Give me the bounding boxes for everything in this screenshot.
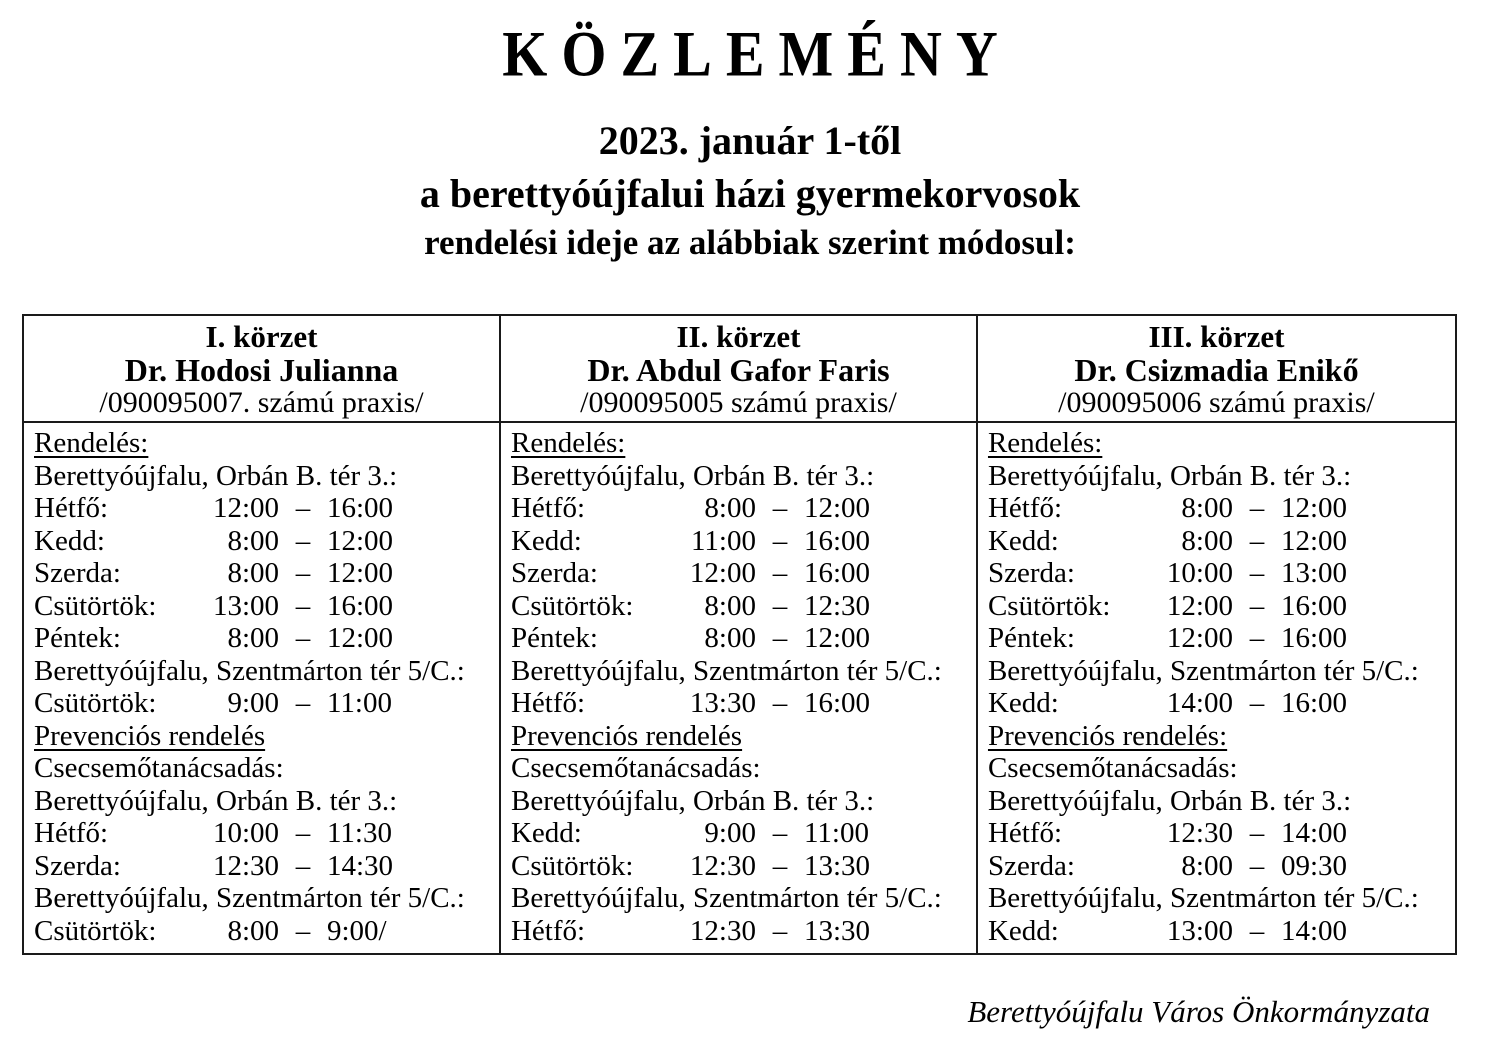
end-time: 12:00 (1280, 492, 1348, 524)
start-time: 9:00 (227, 687, 279, 719)
day-label: Csütörtök: (34, 687, 157, 719)
day-label: Csütörtök: (34, 914, 157, 947)
location-line: Berettyóújfalu, Orbán B. tér 3.: (987, 459, 1352, 492)
schedule-row (988, 687, 1449, 720)
time-range-dash: – (772, 914, 788, 947)
schedule-row (511, 915, 970, 948)
end-time: 16:00 (1280, 589, 1348, 622)
schedule-row (988, 850, 1449, 883)
section-heading-text: Rendelés: (34, 427, 149, 459)
schedule-row (34, 622, 493, 655)
time-range-dash: – (295, 849, 311, 882)
day-label: Szerda: (987, 849, 1075, 882)
time-range-dash: – (295, 492, 311, 524)
end-time: 16:00 (1280, 622, 1348, 654)
schedule-row (988, 557, 1449, 590)
section-heading (34, 427, 493, 460)
time-range-dash: – (295, 557, 311, 589)
time-range-dash: – (772, 524, 788, 557)
district-name: I. körzet (205, 319, 318, 354)
end-time: 13:30 (803, 849, 871, 882)
location-line: Berettyóújfalu, Orbán B. tér 3.: (510, 459, 875, 492)
section-heading (511, 427, 970, 460)
schedule-row (34, 850, 493, 883)
time-range-dash: – (772, 492, 788, 524)
day-label: Szerda: (987, 557, 1075, 589)
day-label: Kedd: (510, 524, 582, 557)
time-range-dash: – (1249, 492, 1265, 524)
section-heading-text: Prevenciós rendelés (510, 719, 743, 752)
day-label: Hétfő: (34, 492, 109, 524)
section-heading-text: Rendelés: (510, 427, 626, 459)
schedule-row (988, 525, 1449, 558)
day-label: Kedd: (987, 687, 1059, 719)
day-label: Kedd: (987, 914, 1059, 947)
day-label: Csütörtök: (987, 589, 1111, 622)
end-time: 16:00 (1280, 687, 1348, 719)
start-time: 8:00 (227, 524, 279, 557)
praxis-number: /090095005 számú praxis/ (580, 386, 897, 419)
location-line: Berettyóújfalu, Szentmárton tér 5/C.: (34, 654, 465, 687)
location-line: Berettyóújfalu, Szentmárton tér 5/C.: (510, 654, 942, 687)
start-time: 12:00 (1166, 622, 1233, 654)
end-time: 12:00 (803, 622, 871, 654)
schedule-row (988, 817, 1449, 850)
schedule-row (34, 817, 493, 850)
schedule-row (988, 492, 1449, 525)
column-header (24, 316, 501, 421)
column-schedule (24, 423, 501, 953)
day-label: Hétfő: (510, 914, 586, 947)
day-label: Péntek: (987, 622, 1075, 654)
table-header-row (24, 316, 1455, 423)
location-line: Berettyóújfalu, Szentmárton tér 5/C.: (510, 882, 942, 914)
schedule-row (34, 590, 493, 623)
end-time: 14:00 (1280, 914, 1348, 947)
schedule-row (511, 525, 970, 558)
end-time: 16:00 (803, 524, 871, 557)
start-time: 12:00 (689, 557, 756, 589)
section-heading (511, 720, 970, 753)
day-label: Kedd: (34, 524, 105, 557)
start-time: 12:30 (689, 914, 756, 947)
start-time: 8:00 (227, 557, 279, 589)
start-time: 11:00 (691, 524, 756, 557)
day-label: Szerda: (34, 557, 121, 589)
time-range-dash: – (772, 557, 788, 589)
schedule-row (511, 687, 970, 720)
column-header (501, 316, 978, 421)
time-range-dash: – (295, 622, 311, 654)
start-time: 8:00 (1181, 524, 1233, 557)
day-label: Csütörtök: (510, 849, 634, 882)
time-range-dash: – (772, 687, 788, 719)
end-time: 12:00 (327, 622, 394, 654)
location-line: Berettyóújfalu, Orbán B. tér 3.: (510, 784, 875, 817)
start-time: 8:00 (1181, 849, 1233, 882)
schedule-row (511, 622, 970, 655)
time-range-dash: – (1249, 557, 1265, 589)
time-range-dash: – (295, 914, 311, 947)
time-range-dash: – (295, 524, 311, 557)
column-header (978, 316, 1455, 421)
schedule-row (34, 915, 493, 948)
time-range-dash: – (772, 817, 788, 849)
schedule-row (34, 525, 493, 558)
end-time: 12:00 (803, 492, 871, 524)
time-range-dash: – (772, 589, 788, 622)
time-range-dash: – (1249, 817, 1265, 849)
start-time: 14:00 (1166, 687, 1233, 719)
section-heading-text: Rendelés: (987, 427, 1103, 459)
end-time: 09:30 (1280, 849, 1348, 882)
section-heading (988, 720, 1449, 753)
time-range-dash: – (772, 622, 788, 654)
location-line: Berettyóújfalu, Orbán B. tér 3.: (987, 784, 1352, 817)
start-time: 8:00 (227, 622, 279, 654)
end-time: 14:00 (1280, 817, 1348, 849)
day-label: Hétfő: (987, 492, 1063, 524)
start-time: 13:30 (689, 687, 756, 719)
start-time: 13:00 (212, 589, 279, 622)
location-line: Csecsemőtanácsadás: (510, 752, 761, 784)
time-range-dash: – (772, 849, 788, 882)
schedule-row (988, 590, 1449, 623)
end-time: 13:30 (803, 914, 871, 947)
time-range-dash: – (1249, 914, 1265, 947)
start-time: 13:00 (1166, 914, 1233, 947)
end-time: 16:00 (803, 557, 871, 589)
start-time: 8:00 (227, 914, 279, 947)
location-line: Csecsemőtanácsadás: (987, 752, 1238, 784)
start-time: 8:00 (704, 589, 756, 622)
start-time: 8:00 (704, 622, 756, 654)
start-time: 12:30 (1166, 817, 1233, 849)
schedule-row (34, 557, 493, 590)
subtitle-line-date: 2023. január 1-től (598, 118, 902, 163)
footer-signature: Berettyóújfalu Város Önkormányzata (967, 994, 1430, 1029)
doctor-name: Dr. Abdul Gafor Faris (587, 352, 890, 388)
day-label: Hétfő: (34, 817, 109, 849)
time-range-dash: – (1249, 687, 1265, 719)
day-label: Csütörtök: (34, 589, 157, 622)
schedule-row (511, 590, 970, 623)
praxis-number: /090095006 számú praxis/ (1058, 386, 1375, 419)
start-time: 12:30 (689, 849, 756, 882)
end-time: 12:00 (327, 524, 394, 557)
start-time: 8:00 (1181, 492, 1233, 524)
end-time: 12:30 (803, 589, 871, 622)
end-time: 16:00 (327, 589, 394, 622)
day-label: Péntek: (510, 622, 598, 654)
section-heading (34, 720, 493, 753)
column-schedule (978, 423, 1455, 953)
start-time: 8:00 (704, 492, 756, 524)
end-time: 11:00 (327, 687, 392, 719)
day-label: Csütörtök: (510, 589, 634, 622)
schedule-row (511, 850, 970, 883)
day-label: Hétfő: (510, 687, 586, 719)
time-range-dash: – (295, 589, 311, 622)
location-line: Berettyóújfalu, Orbán B. tér 3.: (34, 784, 398, 817)
end-time: 16:00 (327, 492, 394, 524)
schedule-row (511, 557, 970, 590)
end-time: 12:00 (327, 557, 394, 589)
time-range-dash: – (295, 687, 311, 719)
schedule-row (511, 817, 970, 850)
time-range-dash: – (1249, 622, 1265, 654)
day-label: Szerda: (510, 557, 598, 589)
end-time: 11:00 (803, 817, 869, 849)
district-name: III. körzet (1148, 319, 1285, 354)
time-range-dash: – (1249, 524, 1265, 557)
district-name: II. körzet (676, 319, 801, 354)
schedule-table (22, 314, 1457, 955)
start-time: 12:00 (1166, 589, 1233, 622)
end-time: 9:00/ (327, 914, 387, 947)
column-schedule (501, 423, 978, 953)
page-title: KÖZLEMÉNY (502, 17, 1012, 90)
schedule-row (988, 915, 1449, 948)
time-range-dash: – (295, 817, 311, 849)
doctor-name: Dr. Csizmadia Enikő (1074, 352, 1359, 388)
schedule-row (34, 687, 493, 720)
location-line: Berettyóújfalu, Orbán B. tér 3.: (34, 459, 398, 492)
schedule-row (34, 492, 493, 525)
start-time: 9:00 (704, 817, 756, 849)
end-time: 12:00 (1280, 524, 1348, 557)
section-heading (988, 427, 1449, 460)
day-label: Kedd: (510, 817, 582, 849)
location-line: Csecsemőtanácsadás: (34, 752, 284, 784)
subtitle-line-note: rendelési ideje az alábbiak szerint módosul: (424, 223, 1076, 262)
day-label: Péntek: (34, 622, 121, 654)
start-time: 12:00 (212, 492, 279, 524)
subtitle-line-subject: a berettyóújfalui házi gyermekorvosok (419, 171, 1081, 216)
time-range-dash: – (1249, 849, 1265, 882)
doctor-name: Dr. Hodosi Julianna (124, 352, 399, 388)
day-label: Hétfő: (987, 817, 1063, 849)
end-time: 13:00 (1280, 557, 1348, 589)
subtitle-block (0, 114, 1500, 266)
start-time: 10:00 (1166, 557, 1233, 589)
schedule-row (511, 492, 970, 525)
location-line: Berettyóújfalu, Szentmárton tér 5/C.: (987, 654, 1419, 687)
location-line: Berettyóújfalu, Szentmárton tér 5/C.: (34, 882, 465, 914)
day-label: Hétfő: (510, 492, 586, 524)
end-time: 16:00 (803, 687, 871, 719)
table-body-row (24, 423, 1455, 953)
praxis-number: /090095007. számú praxis/ (99, 386, 424, 419)
end-time: 11:30 (327, 817, 392, 849)
start-time: 12:30 (212, 849, 279, 882)
section-heading-text: Prevenciós rendelés (34, 719, 266, 752)
schedule-row (988, 622, 1449, 655)
start-time: 10:00 (212, 817, 279, 849)
day-label: Szerda: (34, 849, 121, 882)
location-line: Berettyóújfalu, Szentmárton tér 5/C.: (987, 882, 1419, 914)
section-heading-text: Prevenciós rendelés: (987, 719, 1228, 752)
time-range-dash: – (1249, 589, 1265, 622)
end-time: 14:30 (327, 849, 394, 882)
day-label: Kedd: (987, 524, 1059, 557)
